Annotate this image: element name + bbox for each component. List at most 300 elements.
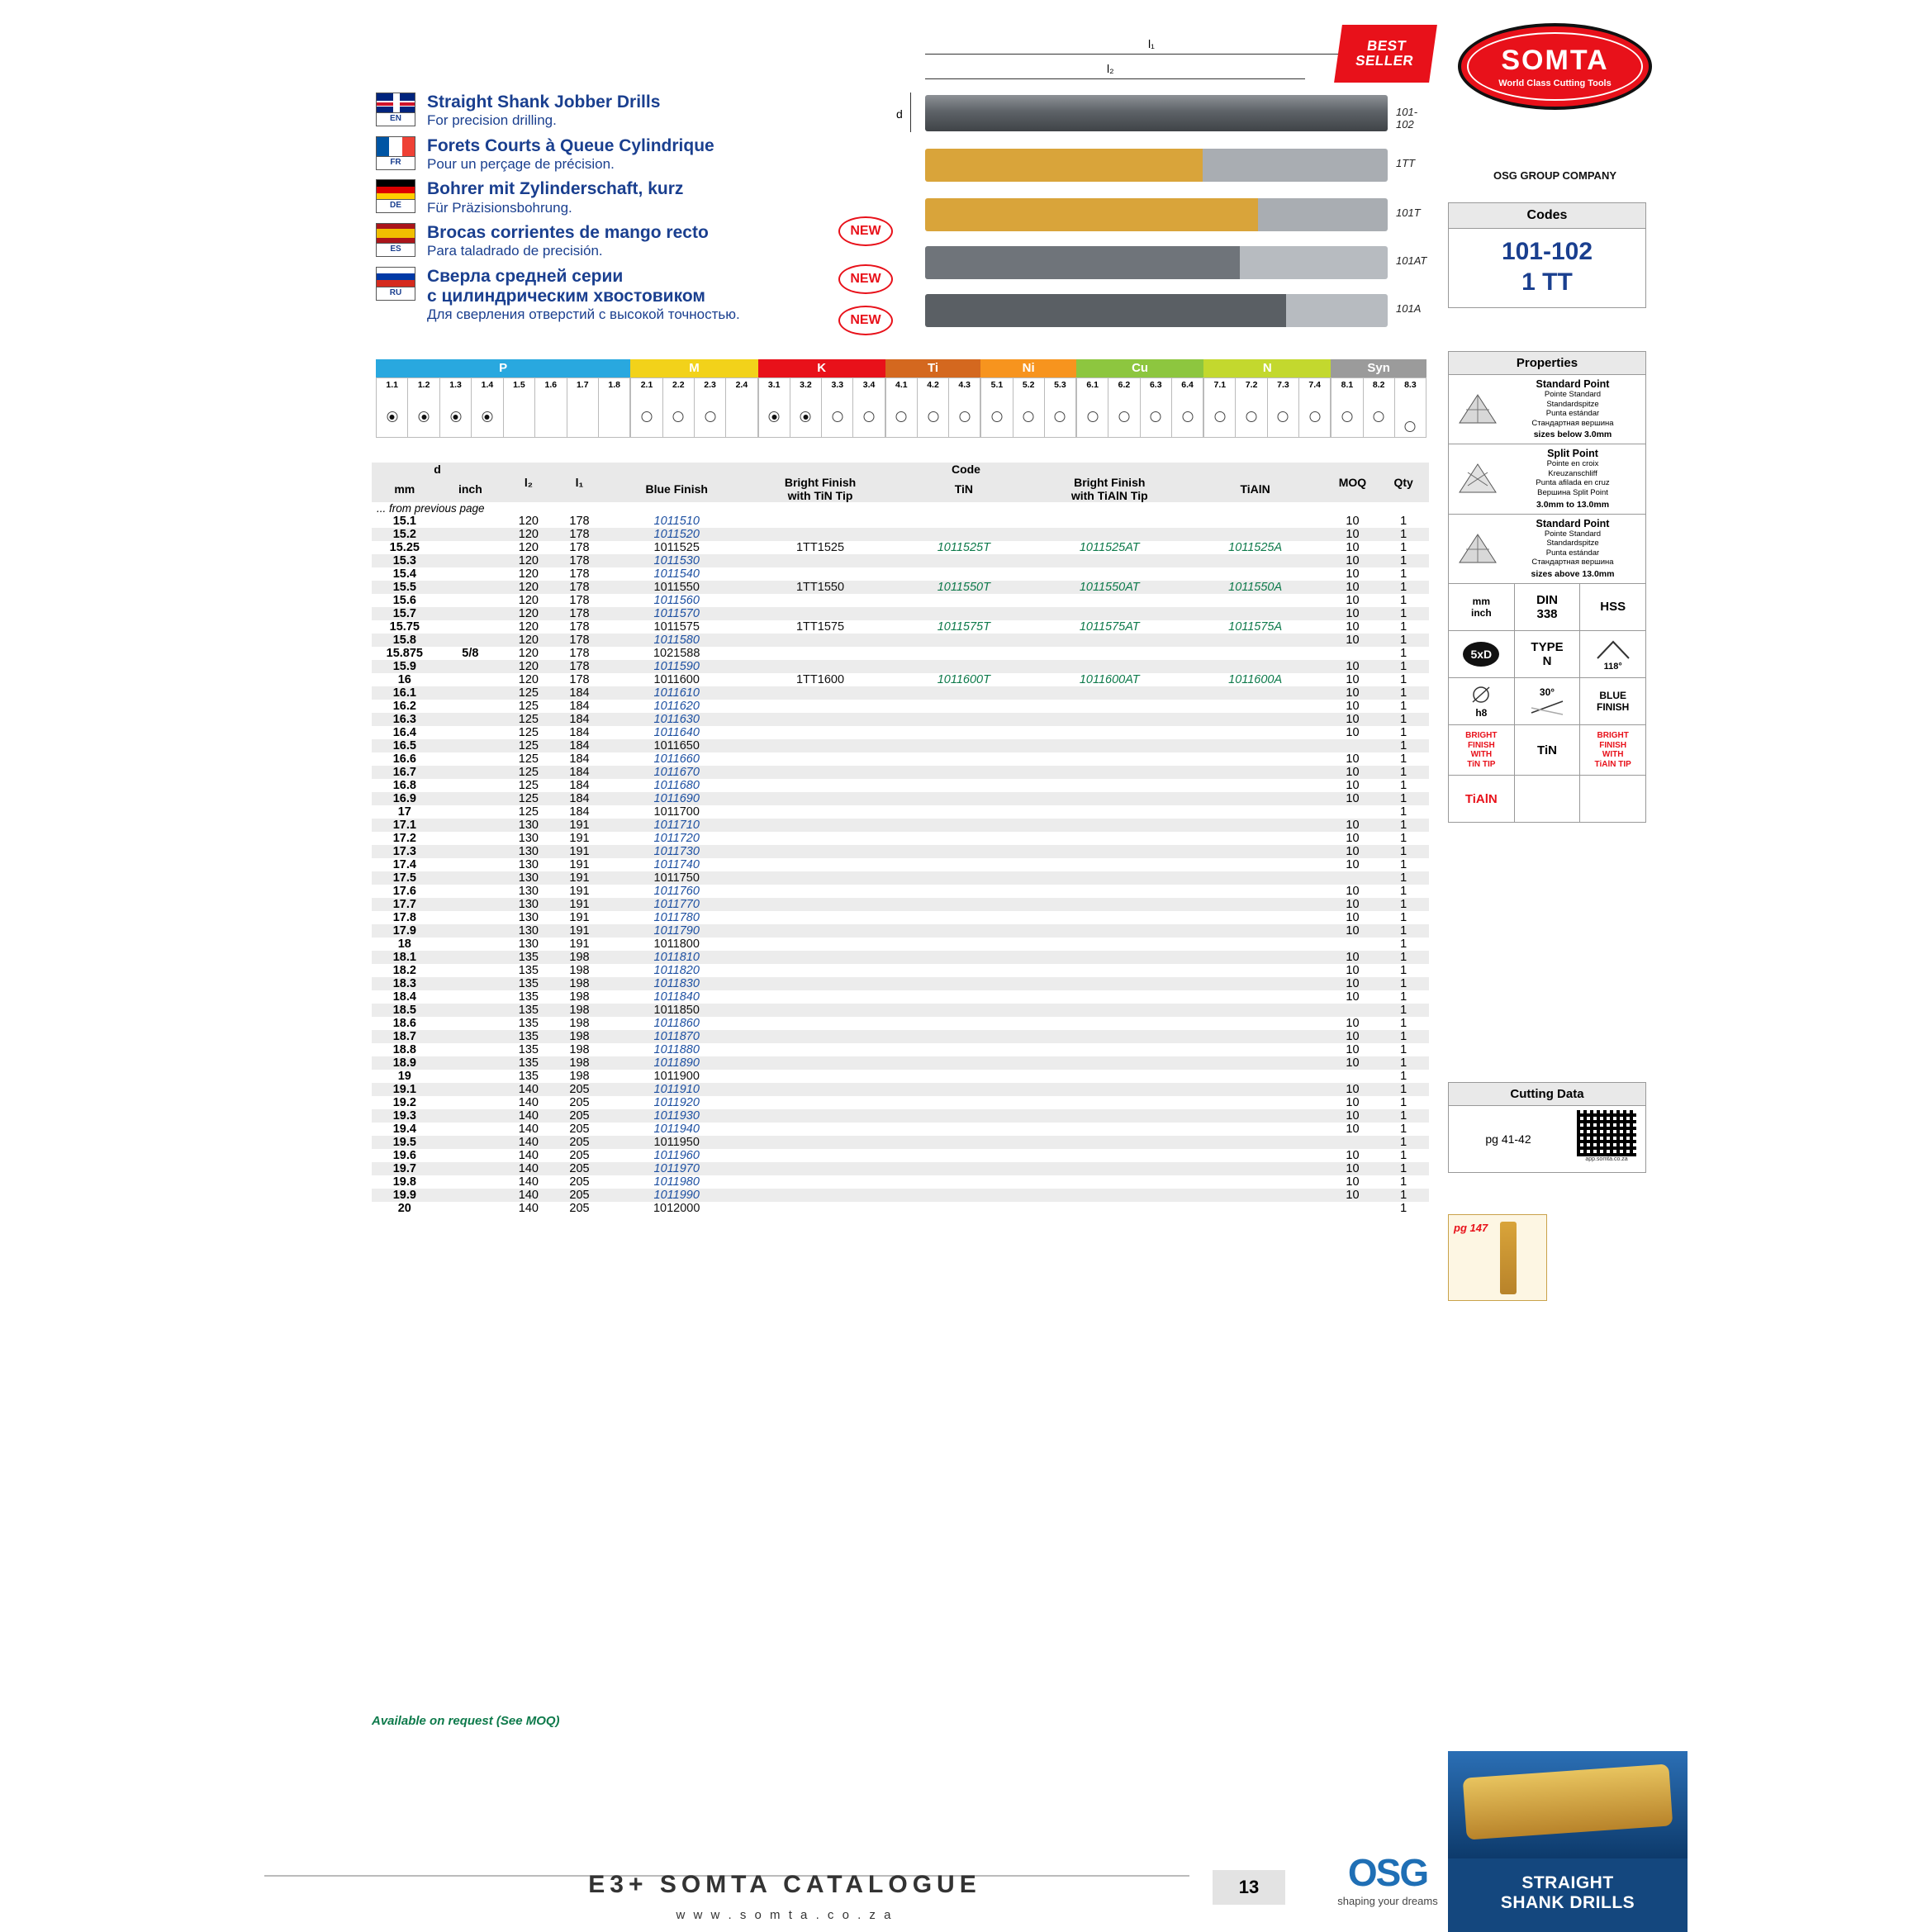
cell-l1: 178 — [569, 594, 590, 607]
cell-moq: 10 — [1327, 1083, 1379, 1096]
cell-diameter-mm: 18.7 — [372, 1030, 438, 1043]
material-group-title-m: M — [630, 359, 757, 377]
cell-diameter-mm: 19.3 — [372, 1109, 438, 1123]
cell-code-tin — [892, 858, 1036, 871]
cell-diameter-inch — [438, 1136, 503, 1149]
cell-code-bright-tin-tip — [748, 1189, 892, 1202]
material-cell-number: 1.7 — [576, 380, 589, 390]
cell-code-bright-tin-tip — [748, 752, 892, 766]
cell-l1: 184 — [569, 805, 590, 819]
cell-l2: 140 — [518, 1175, 539, 1189]
cutting-data-box — [1448, 1082, 1646, 1173]
table-row[interactable] — [372, 1149, 1429, 1162]
cell-l2: 130 — [518, 832, 539, 845]
cell-diameter-inch — [438, 581, 503, 594]
material-cell-5.3 — [1045, 377, 1076, 438]
cell-diameter-mm: 19.5 — [372, 1136, 438, 1149]
bright-tin-l1: FINISH — [1467, 740, 1495, 750]
cell-l2: 120 — [503, 634, 554, 647]
table-row[interactable] — [372, 515, 1429, 528]
cell-code-bright-tialn-tip — [1036, 1030, 1184, 1043]
cell-diameter-inch — [438, 766, 503, 779]
table-row[interactable] — [372, 1162, 1429, 1175]
material-cell-number: 3.1 — [767, 380, 781, 390]
cell-diameter-inch — [438, 554, 503, 567]
cell-l2: 125 — [503, 739, 554, 752]
cell-code-tin — [892, 885, 1036, 898]
new-badge-1: NEW — [838, 216, 893, 246]
cell-code-bright-tin-tip — [748, 885, 892, 898]
cell-code-tialn — [1184, 739, 1327, 752]
cell-moq: 10 — [1327, 977, 1379, 990]
cell-qty: 1 — [1400, 832, 1407, 845]
cell-diameter-inch — [438, 607, 503, 620]
material-rating-dot — [1309, 411, 1320, 422]
cell-l2: 135 — [503, 1004, 554, 1017]
cell-code-bright-tialn-tip — [1036, 528, 1184, 541]
cell-code-bright-tin-tip — [748, 1136, 892, 1149]
page-number: 13 — [1213, 1870, 1285, 1905]
material-cell-number: 5.2 — [1022, 380, 1035, 390]
cell-moq — [1327, 1136, 1379, 1149]
cell-code-tialn — [1184, 911, 1327, 924]
cell-qty: 1 — [1400, 594, 1407, 607]
cell-l2: 130 — [503, 819, 554, 832]
cell-moq: 10 — [1346, 700, 1360, 713]
cell-l1: 205 — [569, 1149, 590, 1162]
cell-code-tin — [892, 1149, 1036, 1162]
cell-qty: 1 — [1400, 1149, 1407, 1162]
drill-illustrations — [876, 33, 1427, 339]
cell-l2: 130 — [503, 871, 554, 885]
qr-code-image — [1577, 1110, 1636, 1156]
table-row[interactable] — [372, 647, 1429, 660]
table-row[interactable] — [372, 594, 1429, 607]
cell-code-blue-finish: 1011840 — [653, 990, 700, 1004]
material-cell-5.2 — [1013, 377, 1045, 438]
cell-code-tialn — [1184, 1162, 1327, 1175]
material-rating-dot — [450, 411, 461, 422]
material-cell-4.1 — [885, 377, 918, 438]
cell-code-bright-tin-tip — [748, 924, 892, 938]
cell-qty: 1 — [1400, 647, 1407, 660]
cell-moq: 10 — [1346, 1149, 1360, 1162]
table-row[interactable] — [372, 554, 1429, 567]
cell-diameter-inch — [438, 898, 503, 911]
material-rating-dot — [1087, 411, 1098, 422]
cell-diameter-inch — [438, 964, 503, 977]
cell-diameter-mm: 16.7 — [372, 766, 438, 779]
th-bright-tin — [748, 476, 892, 502]
cell-diameter-inch — [438, 885, 503, 898]
table-row[interactable] — [372, 1043, 1429, 1056]
cell-qty: 1 — [1378, 898, 1429, 911]
cell-moq — [1327, 1070, 1379, 1083]
cell-code-blue-finish: 1011850 — [605, 1004, 748, 1017]
table-row[interactable] — [372, 911, 1429, 924]
material-cell-8.3 — [1395, 377, 1426, 438]
cell-moq: 10 — [1327, 845, 1379, 858]
cell-diameter-inch — [438, 1162, 503, 1175]
cell-code-bright-tialn-tip — [1036, 726, 1184, 739]
cell-code-tin — [892, 1096, 1036, 1109]
cell-diameter-inch — [438, 1189, 503, 1202]
cell-diameter-mm: 15.7 — [372, 607, 438, 620]
cell-code-tin — [892, 1175, 1036, 1189]
cell-moq: 10 — [1327, 713, 1379, 726]
table-row[interactable] — [372, 898, 1429, 911]
cell-l1: 178 — [569, 541, 590, 554]
point-name-0: Standard Point — [1536, 378, 1610, 390]
table-row[interactable] — [372, 845, 1429, 858]
cell-code-bright-tin-tip: 1TT1525 — [795, 541, 845, 554]
cell-code-bright-tin-tip — [748, 1043, 892, 1056]
table-row[interactable] — [372, 541, 1429, 554]
table-row[interactable] — [372, 660, 1429, 673]
cell-diameter-mm: 17 — [397, 805, 411, 819]
cell-l2: 130 — [518, 858, 539, 871]
cell-l1: 205 — [569, 1202, 590, 1215]
logo-name: SOMTA — [1501, 45, 1609, 76]
cell-moq: 10 — [1346, 594, 1360, 607]
material-group-title-k: K — [758, 359, 885, 377]
flag-code-es: ES — [376, 244, 415, 257]
table-row[interactable] — [372, 871, 1429, 885]
table-row[interactable] — [372, 1202, 1429, 1215]
table-row[interactable] — [372, 1109, 1429, 1123]
point-l2-0: Punta estándar — [1545, 409, 1600, 419]
table-row[interactable] — [372, 832, 1429, 845]
bright-tialn-l0: BRIGHT — [1597, 731, 1629, 741]
cell-code-blue-finish: 1011530 — [605, 554, 748, 567]
th-d: d — [372, 463, 503, 476]
cell-l2: 125 — [518, 805, 539, 819]
material-rating-dot — [800, 411, 811, 422]
table-row[interactable] — [372, 779, 1429, 792]
cell-moq: 10 — [1327, 581, 1379, 594]
cell-code-blue-finish: 1011920 — [653, 1096, 700, 1109]
material-cell-8.1 — [1331, 377, 1363, 438]
cell-qty: 1 — [1400, 911, 1407, 924]
banner-line-2: SHANK DRILLS — [1500, 1893, 1635, 1913]
cell-code-bright-tin-tip — [748, 898, 892, 911]
th-tialn: TiAlN — [1184, 476, 1327, 502]
property-row-type — [1449, 631, 1645, 678]
cell-l2: 130 — [503, 924, 554, 938]
cell-code-tialn — [1184, 898, 1327, 911]
table-row[interactable] — [372, 1030, 1429, 1043]
material-rating-dot — [1182, 411, 1193, 422]
cell-diameter-inch — [438, 951, 503, 964]
cell-code-tin — [892, 1017, 1036, 1030]
cell-moq: 10 — [1327, 819, 1379, 832]
cell-diameter-mm: 16.1 — [372, 686, 438, 700]
cell-moq — [1327, 647, 1379, 660]
cell-moq: 10 — [1327, 1189, 1379, 1202]
table-row[interactable] — [372, 1004, 1429, 1017]
cell-moq: 10 — [1346, 911, 1360, 924]
blue-finish-l1: BLUE — [1599, 689, 1627, 701]
table-row[interactable] — [372, 673, 1429, 686]
cell-code-bright-tialn-tip — [1036, 713, 1184, 726]
hss-cell — [1580, 584, 1645, 630]
table-row[interactable] — [372, 766, 1429, 779]
cell-diameter-inch — [438, 871, 503, 885]
cell-diameter-mm: 15.8 — [372, 634, 438, 647]
cell-code-tin — [892, 1070, 1036, 1083]
th-moq: MOQ — [1327, 463, 1379, 502]
material-cell-8.2 — [1364, 377, 1395, 438]
material-rating-dot — [642, 411, 653, 422]
table-row[interactable] — [372, 1070, 1429, 1083]
cell-code-blue-finish: 1011690 — [605, 792, 748, 805]
cell-l1: 191 — [569, 885, 590, 898]
table-row[interactable] — [372, 1017, 1429, 1030]
material-cell-6.3 — [1141, 377, 1172, 438]
material-rating-dot — [769, 411, 780, 422]
material-cell-6.2 — [1108, 377, 1140, 438]
table-row[interactable] — [372, 726, 1429, 739]
table-row[interactable] — [372, 620, 1429, 634]
cell-l1: 178 — [554, 581, 605, 594]
type-value: N — [1542, 653, 1552, 668]
cell-qty: 1 — [1378, 792, 1429, 805]
cell-diameter-mm: 15.2 — [372, 528, 438, 541]
point-l3-0: Стандартная вершина — [1531, 418, 1614, 428]
table-row[interactable] — [372, 858, 1429, 871]
cell-qty: 1 — [1378, 686, 1429, 700]
cell-diameter-inch — [438, 977, 503, 990]
material-cell-7.1 — [1203, 377, 1236, 438]
cell-moq — [1327, 739, 1379, 752]
table-row[interactable] — [372, 805, 1429, 819]
table-row[interactable] — [372, 700, 1429, 713]
cell-moq: 10 — [1327, 607, 1379, 620]
cell-code-bright-tin-tip — [748, 1056, 892, 1070]
cell-code-tin: 1011525T — [937, 541, 990, 554]
cell-moq: 10 — [1346, 726, 1360, 739]
cell-code-bright-tialn-tip — [1036, 752, 1184, 766]
cell-diameter-inch — [438, 752, 503, 766]
cell-code-blue-finish: 1011510 — [653, 515, 700, 528]
cell-code-tialn — [1184, 1083, 1327, 1096]
cell-code-tin — [892, 554, 1036, 567]
cell-code-tin — [892, 726, 1036, 739]
drill-label-0: 101-102 — [1396, 106, 1418, 131]
flag-es-icon — [376, 223, 415, 244]
material-rating-dot — [387, 411, 397, 422]
cell-code-bright-tin-tip — [748, 686, 892, 700]
cell-code-blue-finish: 1011575 — [653, 620, 700, 634]
cell-l1: 198 — [569, 1043, 590, 1056]
cell-diameter-inch — [438, 713, 503, 726]
cell-l1: 184 — [569, 700, 590, 713]
table-row[interactable] — [372, 964, 1429, 977]
property-row-din — [1449, 584, 1645, 631]
cell-qty: 1 — [1400, 885, 1407, 898]
material-cell-1.7 — [567, 377, 599, 438]
cell-qty: 1 — [1400, 779, 1407, 792]
cell-code-bright-tin-tip — [748, 713, 892, 726]
table-row[interactable] — [372, 1083, 1429, 1096]
cell-diameter-mm: 19.7 — [372, 1162, 438, 1175]
cell-code-tialn — [1184, 1017, 1327, 1030]
cell-l2: 120 — [503, 528, 554, 541]
table-row[interactable] — [372, 951, 1429, 964]
cell-code-blue-finish: 1011610 — [605, 686, 748, 700]
cell-code-bright-tialn-tip — [1036, 1004, 1184, 1017]
cell-code-tialn — [1184, 1149, 1327, 1162]
qr-code[interactable] — [1572, 1110, 1641, 1168]
cell-diameter-inch — [438, 911, 503, 924]
cell-moq: 10 — [1346, 990, 1360, 1004]
cell-qty: 1 — [1378, 1030, 1429, 1043]
material-cell-1.2 — [408, 377, 439, 438]
cell-l1: 191 — [554, 924, 605, 938]
cell-qty: 1 — [1378, 1162, 1429, 1175]
cell-code-tialn: 1011550A — [1184, 581, 1327, 594]
cell-l1: 184 — [569, 726, 590, 739]
table-row[interactable] — [372, 739, 1429, 752]
cell-l2: 135 — [518, 990, 539, 1004]
codes-title: Codes — [1449, 203, 1645, 229]
cell-code-tialn — [1184, 700, 1327, 713]
material-cell-number: 1.4 — [481, 380, 494, 390]
cell-l1: 198 — [569, 1017, 590, 1030]
th-bright-tin-l1: Bright Finish — [784, 476, 857, 489]
cell-l1: 184 — [554, 739, 605, 752]
table-row[interactable] — [372, 752, 1429, 766]
property-point-2 — [1449, 515, 1645, 584]
table-row[interactable] — [372, 1096, 1429, 1109]
table-row[interactable] — [372, 607, 1429, 620]
cell-qty: 1 — [1378, 528, 1429, 541]
table-row[interactable] — [372, 938, 1429, 951]
cell-code-tin — [892, 1030, 1036, 1043]
table-row[interactable] — [372, 990, 1429, 1004]
cell-code-bright-tin-tip — [748, 1123, 892, 1136]
material-cell-number: 5.1 — [990, 380, 1004, 390]
cell-code-tialn — [1184, 885, 1327, 898]
cell-diameter-mm: 16.2 — [392, 700, 416, 713]
cell-code-blue-finish: 1011630 — [605, 713, 748, 726]
cell-l1: 178 — [569, 515, 590, 528]
dim-l1-label: l₁ — [1148, 37, 1155, 50]
cell-qty: 1 — [1378, 634, 1429, 647]
cell-l2: 140 — [503, 1109, 554, 1123]
cell-l1: 184 — [554, 713, 605, 726]
material-cell-number: 7.1 — [1213, 380, 1227, 390]
material-cell-6.4 — [1172, 377, 1203, 438]
table-row[interactable] — [372, 634, 1429, 647]
cell-code-bright-tin-tip — [748, 567, 892, 581]
table-row[interactable] — [372, 567, 1429, 581]
cell-moq: 10 — [1346, 858, 1360, 871]
cell-code-bright-tin-tip — [748, 858, 892, 871]
page-reference-thumb[interactable] — [1448, 1214, 1547, 1301]
table-row[interactable] — [372, 977, 1429, 990]
cell-code-tin — [892, 964, 1036, 977]
properties-box — [1448, 351, 1646, 823]
cell-l2: 140 — [518, 1123, 539, 1136]
material-cell-1.1 — [376, 377, 408, 438]
table-row[interactable] — [372, 1136, 1429, 1149]
cell-diameter-mm: 16.8 — [392, 779, 416, 792]
cell-code-bright-tialn-tip — [1036, 1056, 1184, 1070]
cell-qty: 1 — [1378, 924, 1429, 938]
cell-diameter-inch — [438, 832, 503, 845]
cell-l2: 125 — [518, 779, 539, 792]
table-row[interactable] — [372, 1189, 1429, 1202]
cell-code-tin — [892, 1202, 1036, 1215]
cell-code-bright-tin-tip — [748, 977, 892, 990]
cell-diameter-mm: 17.9 — [372, 924, 438, 938]
material-cell-number: 1.3 — [449, 380, 462, 390]
cell-code-bright-tialn-tip — [1036, 898, 1184, 911]
cell-qty: 1 — [1400, 700, 1407, 713]
table-row[interactable] — [372, 885, 1429, 898]
cell-qty: 1 — [1400, 1123, 1407, 1136]
table-row[interactable] — [372, 686, 1429, 700]
point-angle-icon — [1593, 637, 1634, 662]
cell-code-bright-tin-tip — [748, 1149, 892, 1162]
cell-code-bright-tialn-tip: 1011525AT — [1079, 541, 1140, 554]
material-cell-7.2 — [1236, 377, 1267, 438]
cell-diameter-inch — [438, 779, 503, 792]
material-cell-3.1 — [758, 377, 790, 438]
title-ru: Сверла средней серии — [427, 266, 624, 286]
cell-code-bright-tin-tip — [748, 805, 892, 819]
flag-ru-wrap — [376, 267, 419, 301]
cell-code-blue-finish: 1011760 — [653, 885, 700, 898]
cell-diameter-mm: 15.25 — [389, 541, 420, 554]
cell-code-tialn — [1184, 1136, 1327, 1149]
table-row[interactable] — [372, 1123, 1429, 1136]
table-row[interactable] — [372, 581, 1429, 594]
side-banner-image — [1448, 1751, 1688, 1858]
material-cell-number: 3.2 — [800, 380, 812, 390]
cell-code-tialn — [1184, 528, 1327, 541]
cell-qty: 1 — [1378, 581, 1429, 594]
cell-l2: 125 — [503, 792, 554, 805]
cell-code-tialn — [1184, 1004, 1327, 1017]
table-row[interactable] — [372, 1056, 1429, 1070]
cell-code-blue-finish: 1011670 — [605, 766, 748, 779]
din-number: 338 — [1536, 606, 1558, 621]
cell-code-tin — [892, 924, 1036, 938]
material-cell-number: 1.2 — [417, 380, 430, 390]
cell-diameter-mm: 16.6 — [392, 752, 416, 766]
cell-code-blue-finish: 1011910 — [605, 1083, 748, 1096]
cell-l1: 178 — [554, 634, 605, 647]
table-row[interactable] — [372, 792, 1429, 805]
cell-code-bright-tialn-tip — [1036, 1162, 1184, 1175]
table-row[interactable] — [372, 713, 1429, 726]
table-row[interactable] — [372, 528, 1429, 541]
language-text-fr — [427, 136, 714, 173]
drill-label-4: 101A — [1396, 302, 1422, 315]
cell-code-tialn: 1011525A — [1228, 541, 1283, 554]
cell-code-bright-tin-tip — [748, 951, 892, 964]
cell-diameter-inch — [438, 660, 503, 673]
cell-code-tin: 1011600T — [937, 673, 990, 686]
table-row[interactable] — [372, 924, 1429, 938]
table-row[interactable] — [372, 1175, 1429, 1189]
cell-code-blue-finish: 1011950 — [605, 1136, 748, 1149]
table-row[interactable] — [372, 819, 1429, 832]
cell-code-tialn — [1184, 766, 1327, 779]
cell-diameter-mm: 18 — [397, 938, 411, 951]
